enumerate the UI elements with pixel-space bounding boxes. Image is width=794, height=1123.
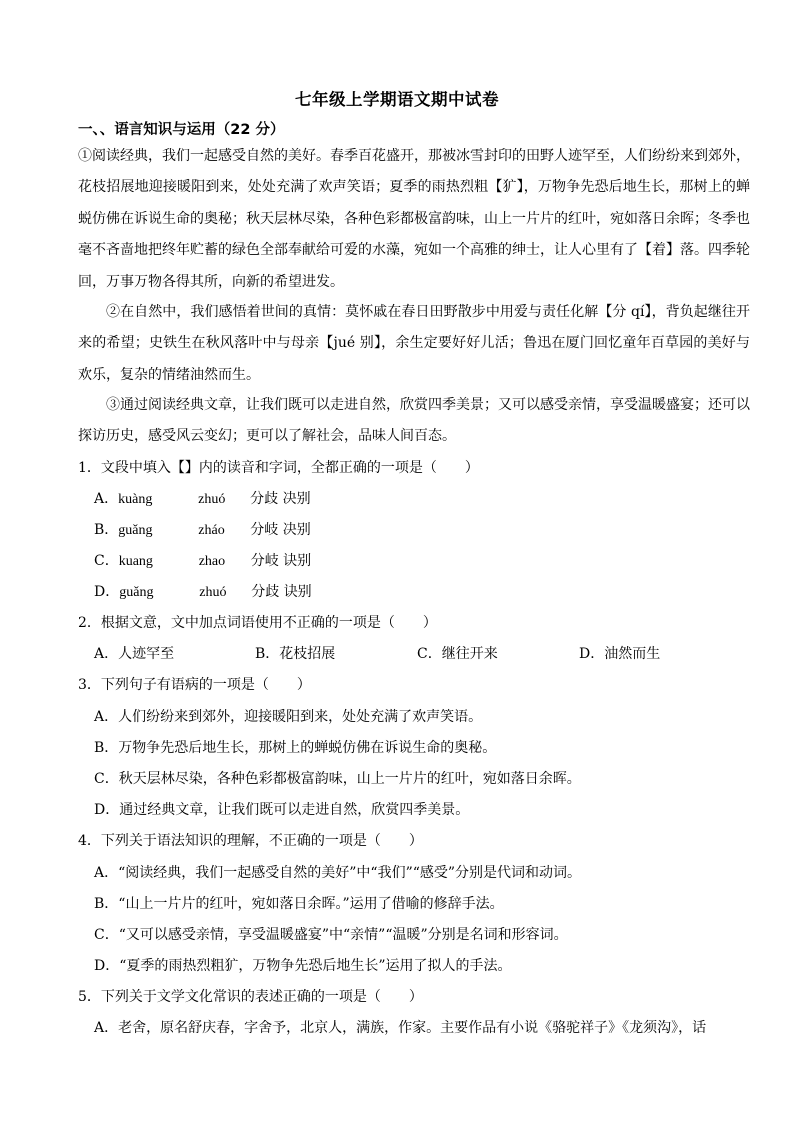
question-2-option-a: A．人迹罕至 <box>94 646 175 662</box>
option-pinyin-1: guǎng <box>119 585 154 600</box>
question-4-option-d: D．“夏季的雨热烈粗犷，万物争先恐后地生长”运用了拟人的手法。 <box>94 958 512 974</box>
exam-title: 七年级上学期语文期中试卷 <box>295 90 499 109</box>
question-1-option-a <box>94 488 311 508</box>
option-word-1: 分歧 <box>250 491 279 507</box>
option-pinyin-2: zhuó <box>198 492 226 507</box>
question-4-option-c: C．“又可以感受亲情，享受温暖盛宴”中“亲情”“温暖”分别是名词和形容词。 <box>94 927 568 943</box>
option-pinyin-2: zhao <box>198 554 226 569</box>
passage-paragraph-1: ①阅读经典，我们一起感受自然的美好。春季百花盛开，那被冰雪封印的田野人迹罕至，人们纷纷来到郊外，花枝招展地迎接暖阳到来，处处充满了欢声笑语；夏季的雨热烈粗【犷】，万物争先恐后地生长，那树上的蝉蜕仿佛在诉说生命的奥秘；秋天层林尽染，各种色彩都极富韵味，山上一片片的红叶，宛如落日余晖；冬季也毫不吝啬地把终年贮蓄的绿色全部奉献给可爱的水藻，宛如一个高雅的绅士，让人心里有了【着】落。四季轮回，万事万物各得其所，向新的希望进发。 <box>78 148 750 290</box>
question-3-option-c: C．秋天层林尽染，各种色彩都极富韵味，山上一片片的红叶，宛如落日余晖。 <box>94 771 581 787</box>
option-label: C． <box>94 553 119 569</box>
question-1-option-c <box>94 550 311 570</box>
option-word-2: 诀别 <box>283 553 312 569</box>
question-2-stem: 2．根据文意，文中加点词语使用不正确的一项是（ ） <box>78 615 437 631</box>
option-pinyin-2: zhuó <box>199 585 227 600</box>
option-word-1: 分岐 <box>250 553 279 569</box>
question-3-option-b: B．万物争先恐后地生长，那树上的蝉蜕仿佛在诉说生命的奥秘。 <box>94 740 497 756</box>
option-pinyin-2: zháo <box>198 523 225 538</box>
option-word-2: 决别 <box>282 522 311 538</box>
passage-paragraph-2: ②在自然中，我们感悟着世间的真情：莫怀戚在春日田野散步中用爱与责任化解【分 qí】，背负起继往开来的希望；史铁生在秋风落叶中与母亲【jué 别】，余生定要好好儿活；鲁迅在厦门回忆童年百草园的美好与欢乐，复杂的情绪油然而生。 <box>78 304 750 383</box>
option-label: B． <box>94 522 119 538</box>
option-label: D． <box>94 584 120 600</box>
question-3-option-a: A．人们纷纷来到郊外，迎接暖阳到来，处处充满了欢声笑语。 <box>94 709 483 725</box>
question-3-stem: 3．下列句子有语病的一项是（ ） <box>78 677 311 693</box>
section-heading: 一、、语言知识与运用（22 分） <box>78 122 285 138</box>
option-word-2: 诀别 <box>283 584 312 600</box>
question-1-option-d <box>94 581 312 601</box>
question-2-option-c: C．继往开来 <box>417 646 498 662</box>
question-3-option-d: D．通过经典文章，让我们既可以走进自然，欣赏四季美景。 <box>94 802 470 818</box>
question-1-stem: 1．文段中填入【】内的读音和字词，全都正确的一项是（ ） <box>78 460 479 476</box>
question-4-option-a: A．“阅读经典，我们一起感受自然的美好”中“我们”“感受”分别是代词和动词。 <box>94 865 582 881</box>
option-word-2: 决别 <box>282 491 311 507</box>
question-2-option-b: B．花枝招展 <box>255 646 336 662</box>
passage-paragraph-3: ③通过阅读经典文章，让我们既可以走进自然，欣赏四季美景；又可以感受亲情，享受温暖盛宴；还可以探访历史，感受风云变幻；更可以了解社会，品味人间百态。 <box>78 397 750 445</box>
question-1-option-b <box>94 519 311 539</box>
question-5-option-a: A．老舍，原名舒庆春，字舍予，北京人，满族，作家。主要作品有小说《骆驼祥子》《龙须沟》，话 <box>94 1020 707 1036</box>
option-label: A． <box>94 491 119 507</box>
option-pinyin-1: guǎng <box>118 523 153 538</box>
option-pinyin-1: kuàng <box>118 492 153 507</box>
option-word-1: 分岐 <box>250 522 279 538</box>
question-2-option-d: D．油然而生 <box>579 646 661 662</box>
question-4-option-b: B．“山上一片片的红叶，宛如落日余晖。”运用了借喻的修辞手法。 <box>94 896 504 912</box>
question-5-stem: 5．下列关于文学文化常识的表述正确的一项是（ ） <box>78 989 423 1005</box>
option-pinyin-1: kuang <box>118 554 153 569</box>
question-4-stem: 4．下列关于语法知识的理解，不正确的一项是（ ） <box>78 833 423 849</box>
option-word-1: 分歧 <box>251 584 280 600</box>
